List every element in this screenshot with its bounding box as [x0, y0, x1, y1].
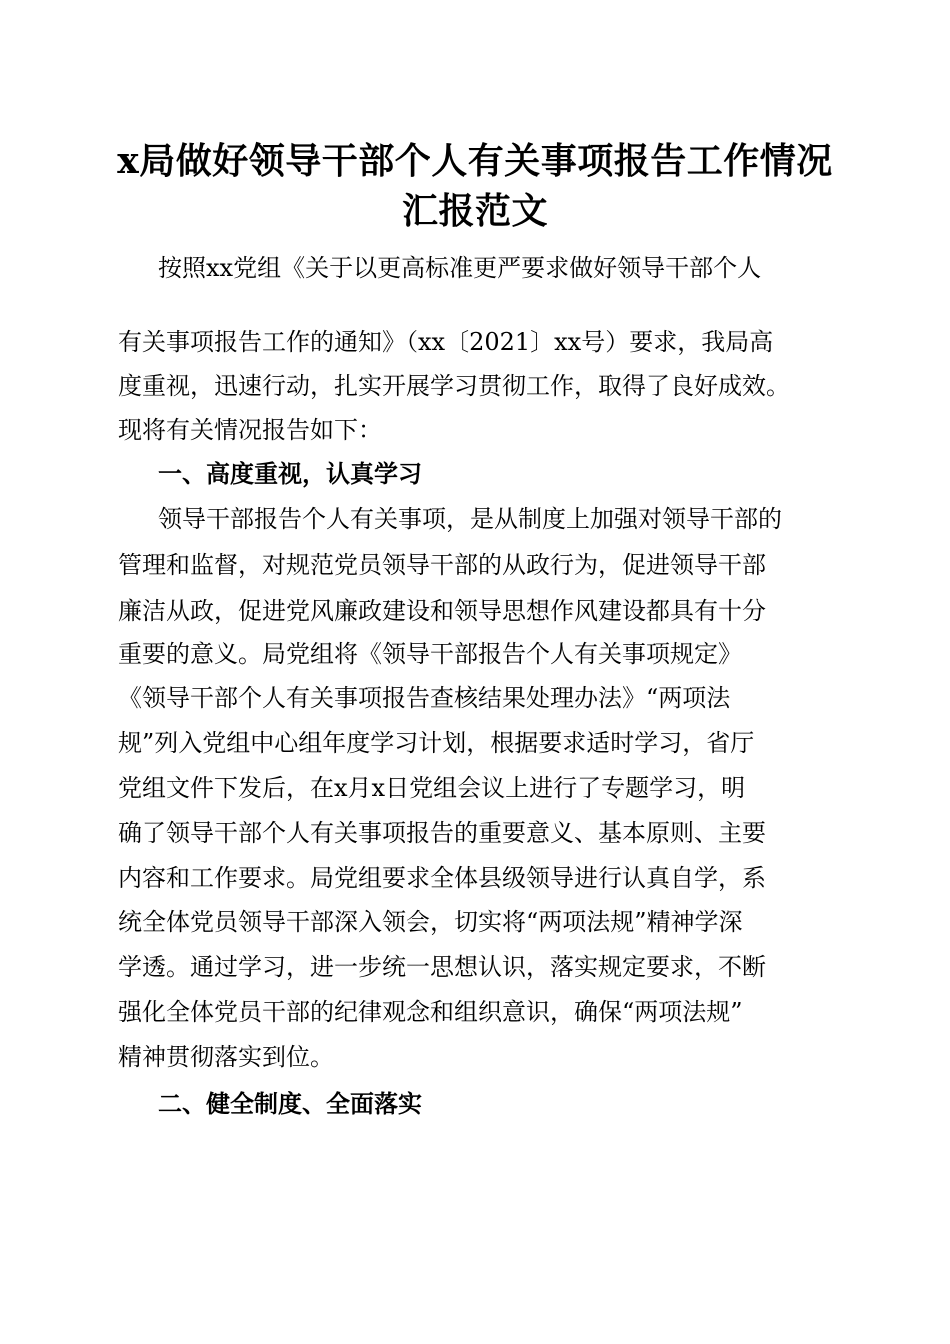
section-1-heading: 一、高度重视，认真学习: [158, 460, 422, 488]
section-1-paragraph-line: 重要的意义。局党组将《领导干部报告个人有关事项规定》: [118, 640, 742, 668]
section-1-paragraph-line: 规”列入党组中心组年度学习计划，根据要求适时学习，省厅: [118, 729, 755, 757]
document-title-line-2: 汇报范文: [401, 190, 548, 232]
section-1-paragraph-line: 领导干部报告个人有关事项，是从制度上加强对领导干部的: [158, 505, 782, 533]
section-1-paragraph-line: 强化全体党员干部的纪律观念和组织意识，确保“两项法规”: [118, 998, 743, 1026]
intro-paragraph-line: 有关事项报告工作的通知》（xx〔2021〕xx号）要求，我局高: [118, 328, 774, 356]
intro-paragraph-line: 度重视，迅速行动，扎实开展学习贯彻工作，取得了良好成效。: [118, 372, 790, 400]
intro-paragraph-line: 现将有关情况报告如下：: [118, 416, 382, 444]
section-1-paragraph-line: 党组文件下发后，在x月x日党组会议上进行了专题学习，明: [118, 774, 746, 802]
section-1-paragraph-line: 确了领导干部个人有关事项报告的重要意义、基本原则、主要: [118, 819, 766, 847]
section-1-paragraph-line: 精神贯彻落实到位。: [118, 1043, 334, 1071]
document-title-line-1: x局做好领导干部个人有关事项报告工作情况: [117, 140, 833, 182]
section-2-heading: 二、健全制度、全面落实: [158, 1090, 422, 1118]
section-1-paragraph-line: 管理和监督，对规范党员领导干部的从政行为，促进领导干部: [118, 551, 766, 579]
section-1-paragraph-line: 统全体党员领导干部深入领会，切实将“两项法规”精神学深: [118, 908, 743, 936]
section-1-paragraph-line: 学透。通过学习，进一步统一思想认识，落实规定要求，不断: [118, 953, 766, 981]
intro-paragraph-line: 按照xx党组《关于以更高标准更严要求做好领导干部个人: [158, 254, 762, 282]
section-1-paragraph-line: 《领导干部个人有关事项报告查核结果处理办法》“两项法: [118, 684, 731, 712]
section-1-paragraph-line: 内容和工作要求。局党组要求全体县级领导进行认真自学，系: [118, 864, 766, 892]
section-1-paragraph-line: 廉洁从政，促进党风廉政建设和领导思想作风建设都具有十分: [118, 597, 766, 625]
